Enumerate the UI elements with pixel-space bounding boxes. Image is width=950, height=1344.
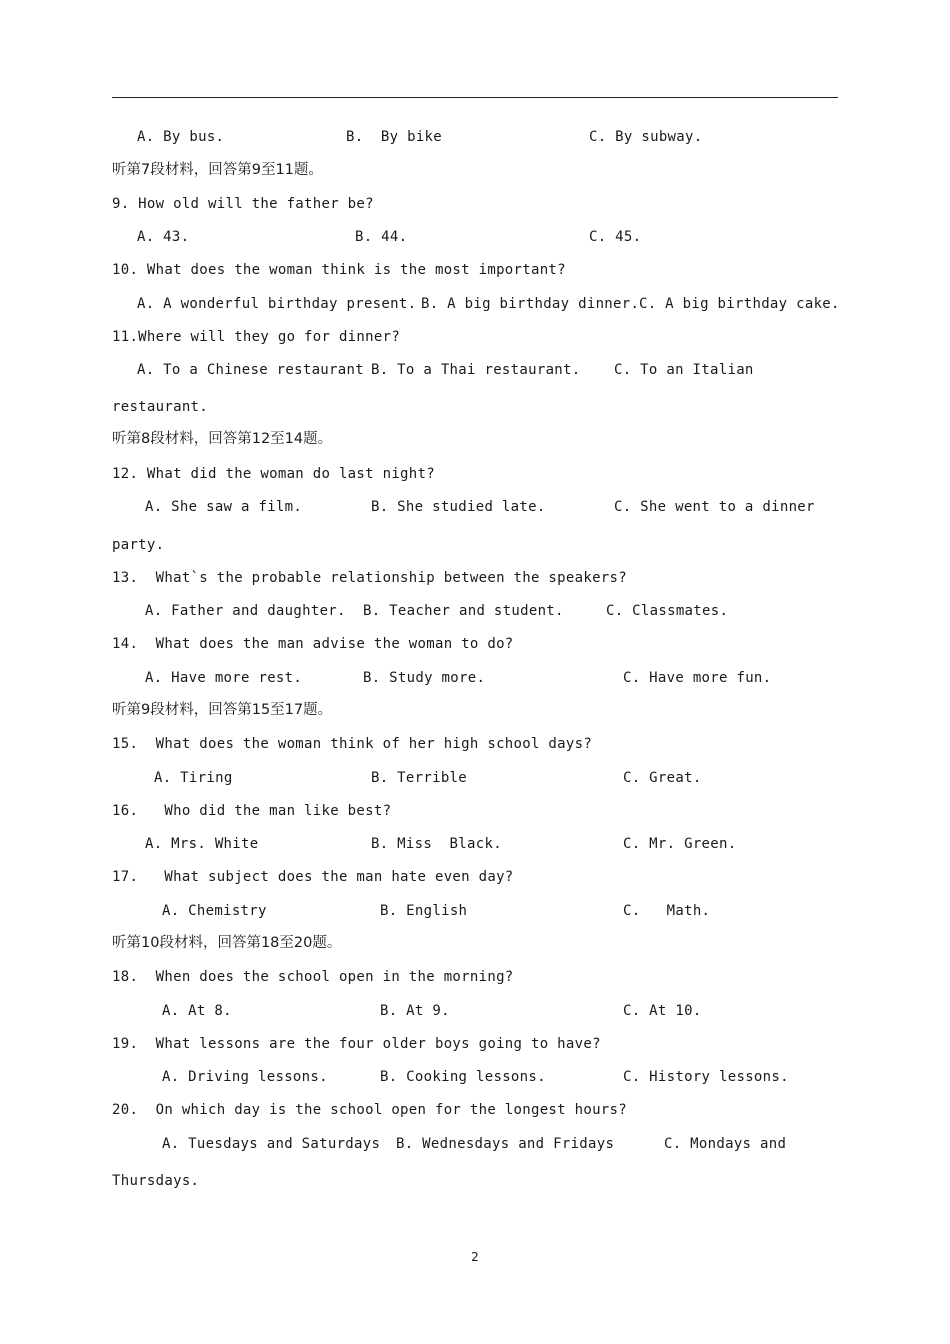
page-number: 2: [471, 1250, 479, 1264]
q12-option-b: B. She studied late.: [371, 499, 546, 515]
q11-option-a: A. To a Chinese restaurant: [137, 362, 364, 378]
q20-stem: 20. On which day is the school open for the longest hours?: [112, 1102, 627, 1118]
q16-option-a: A. Mrs. White: [145, 836, 259, 852]
q9-stem: 9. How old will the father be?: [112, 196, 374, 212]
q17-stem: 17. What subject does the man hate even day?: [112, 869, 514, 885]
q18-option-c: C. At 10.: [623, 1003, 702, 1019]
q12-option-c: C. She went to a dinner: [614, 499, 815, 515]
q18-option-a: A. At 8.: [162, 1003, 232, 1019]
q19-option-c: C. History lessons.: [623, 1069, 789, 1085]
q17-option-c: C. Math.: [623, 903, 711, 919]
q15-option-c: C. Great.: [623, 770, 702, 786]
q16-stem: 16. Who did the man like best?: [112, 803, 392, 819]
q13-option-c: C. Classmates.: [606, 603, 729, 619]
q11-stem: 11.Where will they go for dinner?: [112, 329, 401, 345]
q19-option-b: B. Cooking lessons.: [380, 1069, 546, 1085]
q11-option-b: B. To a Thai restaurant.: [371, 362, 581, 378]
q17-option-b: B. English: [380, 903, 468, 919]
q11-option-c: C. To an Italian: [614, 362, 754, 378]
q14-stem: 14. What does the man advise the woman to do?: [112, 636, 514, 652]
q10-option-a: A. A wonderful birthday present.: [137, 296, 417, 312]
q18-option-b: B. At 9.: [380, 1003, 450, 1019]
header-rule: [112, 97, 838, 98]
q9-option-c: C. 45.: [589, 229, 642, 245]
q16-option-b: B. Miss Black.: [371, 836, 502, 852]
q8-option-b: B. By bike: [346, 129, 443, 145]
q13-stem: 13. What`s the probable relationship between the speakers?: [112, 570, 627, 586]
q14-option-c: C. Have more fun.: [623, 670, 772, 686]
q12-stem: 12. What did the woman do last night?: [112, 466, 435, 482]
q20-option-c: C. Mondays and: [664, 1136, 787, 1152]
q11-option-c-continued: restaurant.: [112, 399, 209, 415]
q8-option-c: C. By subway.: [589, 129, 703, 145]
q9-option-a: A. 43.: [137, 229, 190, 245]
q20-option-b: B. Wednesdays and Fridays: [396, 1136, 615, 1152]
q10-option-c: C. A big birthday cake.: [639, 296, 840, 312]
section-9-heading: 听第9段材料，回答第15至17题。: [112, 702, 333, 718]
q19-stem: 19. What lessons are the four older boys going to have?: [112, 1036, 601, 1052]
q15-option-a: A. Tiring: [154, 770, 233, 786]
section-8-heading: 听第8段材料，回答第12至14题。: [112, 431, 333, 447]
q15-option-b: B. Terrible: [371, 770, 468, 786]
q16-option-c: C. Mr. Green.: [623, 836, 737, 852]
q18-stem: 18. When does the school open in the morning?: [112, 969, 514, 985]
q14-option-a: A. Have more rest.: [145, 670, 303, 686]
q19-option-a: A. Driving lessons.: [162, 1069, 328, 1085]
q20-option-a: A. Tuesdays and Saturdays: [162, 1136, 381, 1152]
q12-option-a: A. She saw a film.: [145, 499, 303, 515]
q20-option-c-continued: Thursdays.: [112, 1173, 200, 1189]
q15-stem: 15. What does the woman think of her high school days?: [112, 736, 593, 752]
q13-option-a: A. Father and daughter.: [145, 603, 346, 619]
section-10-heading: 听第10段材料，回答第18至20题。: [112, 935, 342, 951]
q17-option-a: A. Chemistry: [162, 903, 267, 919]
section-7-heading: 听第7段材料，回答第9至11题。: [112, 162, 323, 178]
q9-option-b: B. 44.: [355, 229, 408, 245]
q10-stem: 10. What does the woman think is the most important?: [112, 262, 566, 278]
q12-option-c-continued: party.: [112, 537, 165, 553]
q10-option-b: B. A big birthday dinner.: [421, 296, 640, 312]
q14-option-b: B. Study more.: [363, 670, 486, 686]
q13-option-b: B. Teacher and student.: [363, 603, 564, 619]
q8-option-a: A. By bus.: [137, 129, 225, 145]
